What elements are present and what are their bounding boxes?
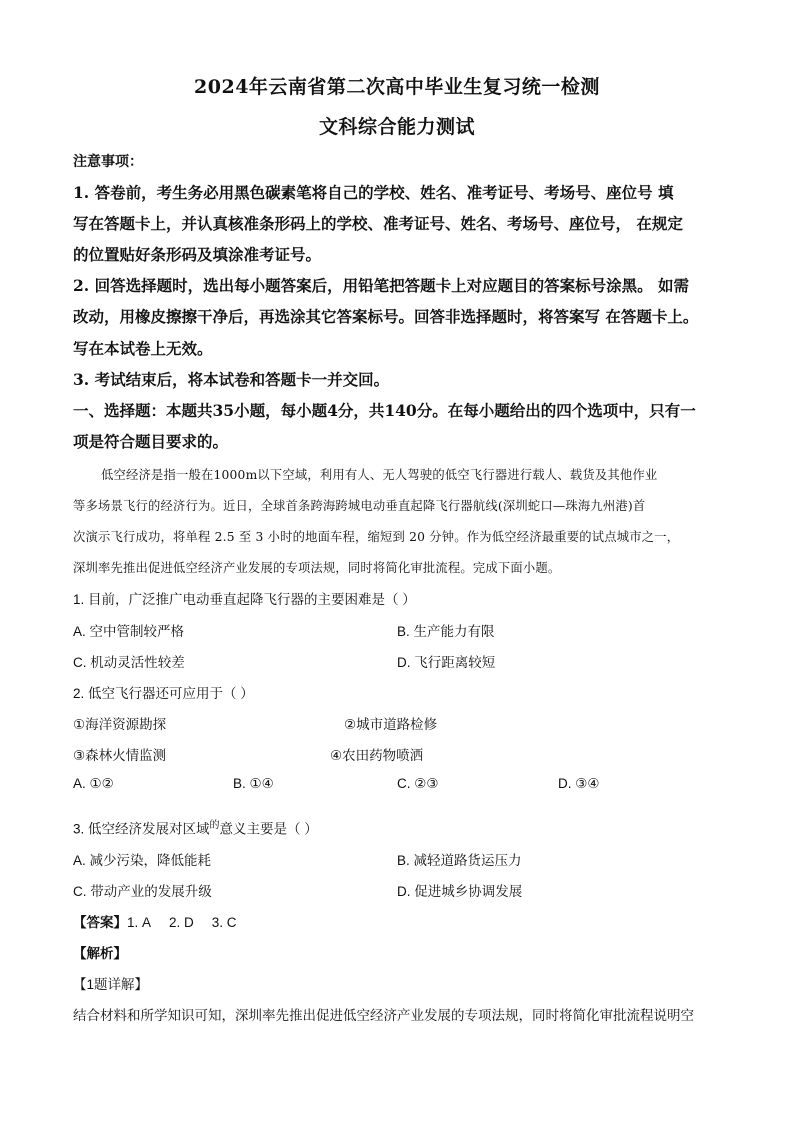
section-heading-cont: 项是符合题目要求的。: [73, 432, 229, 451]
answer-2: 2. D: [169, 915, 194, 930]
analysis-label: 【解析】: [73, 946, 127, 961]
q3-stem-part-b: 意义主要是（ ）: [219, 821, 318, 837]
notice-line: 写在答题卡上，并认真核准条形码上的学校、准考证号、姓名、考场号、座位号， 在规定: [73, 214, 683, 233]
answer-1: 1. A: [127, 915, 152, 930]
section-heading: 一、选择题：本题共35小题，每小题4分，共140分。在每小题给出的四个选项中，只有一: [73, 401, 696, 420]
q3-option-a: A. 减少污染，降低能耗: [73, 853, 212, 868]
q2-item-3: ③森林火情监测: [73, 748, 167, 763]
q1-option-a: A. 空中管制较严格: [73, 624, 185, 639]
q2-option-c: C. ②③: [397, 776, 439, 791]
q1-option-b: B. 生产能力有限: [397, 624, 495, 639]
q3-stem-superscript: 的: [209, 820, 220, 831]
q1-option-c: C. 机动灵活性较差: [73, 655, 185, 670]
detail-heading: 【1题详解】: [73, 977, 149, 992]
answer-row: [73, 911, 237, 931]
passage-line: 次演示飞行成功，将单程 2.5 至 3 小时的地面车程，缩短到 20 分钟。作为低空经济最重要的试点城市之一，: [73, 530, 680, 544]
q3-option-c: C. 带动产业的发展升级: [73, 884, 212, 899]
passage-line: 深圳率先推出促进低空经济产业发展的专项法规，同时将简化审批流程。完成下面小题。: [73, 561, 561, 575]
notice-line: 的位置贴好条形码及填涂准考证号。: [73, 245, 322, 264]
question-1-stem: 1. 目前，广泛推广电动垂直起降飞行器的主要困难是（ ）: [73, 592, 416, 607]
q3-option-d: D. 促进城乡协调发展: [397, 884, 523, 899]
q3-stem-part-a: 3. 低空经济发展对区域: [73, 821, 210, 837]
answer-label: 【答案】: [73, 915, 127, 930]
notice-line: 3. 考试结束后，将本试卷和答题卡一并交回。: [73, 370, 390, 389]
question-2-stem: 2. 低空飞行器还可应用于（ ）: [73, 686, 254, 701]
exam-title: 2024年云南省第二次高中毕业生复习统一检测: [194, 76, 600, 98]
q2-option-d: D. ③④: [558, 776, 600, 791]
q2-item-1: ①海洋资源勘探: [73, 717, 167, 732]
question-3-stem: [73, 816, 318, 838]
detail-text: 结合材料和所学知识可知，深圳率先推出促进低空经济产业发展的专项法规，同时将简化审批流程说明空: [73, 1008, 694, 1023]
exam-subtitle: 文科综合能力测试: [318, 116, 475, 138]
q2-option-b: B. ①④: [233, 776, 274, 791]
notice-line: 2. 回答选择题时，选出每小题答案后，用铅笔把答题卡上对应题目的答案标号涂黑。 如需: [73, 276, 689, 295]
q2-option-a: A. ①②: [73, 776, 114, 791]
notice-line: 写在本试卷上无效。: [73, 339, 213, 358]
q2-item-2: ②城市道路检修: [344, 717, 438, 732]
passage-line: 等多场景飞行的经济行为。近日，全球首条跨海跨城电动垂直起降飞行器航线(深圳蛇口—珠海九州港)首: [73, 499, 646, 513]
notice-line: 1. 答卷前，考生务必用黑色碳素笔将自己的学校、姓名、准考证号、考场号、座位号 填: [73, 183, 674, 202]
notice-line: 改动，用橡皮擦擦干净后，再选涂其它答案标号。回答非选择题时，将答案写 在答题卡上。: [73, 307, 699, 326]
passage-line: 低空经济是指一般在1000m以下空域，利用有人、无人驾驶的低空飞行器进行载人、载货及其他作业: [101, 468, 658, 482]
q3-option-b: B. 减轻道路货运压力: [397, 853, 522, 868]
answer-3: 3. C: [211, 915, 237, 930]
q2-item-4: ④农田药物喷洒: [330, 748, 424, 763]
notice-heading: 注意事项：: [73, 154, 143, 170]
q1-option-d: D. 飞行距离较短: [397, 655, 496, 670]
